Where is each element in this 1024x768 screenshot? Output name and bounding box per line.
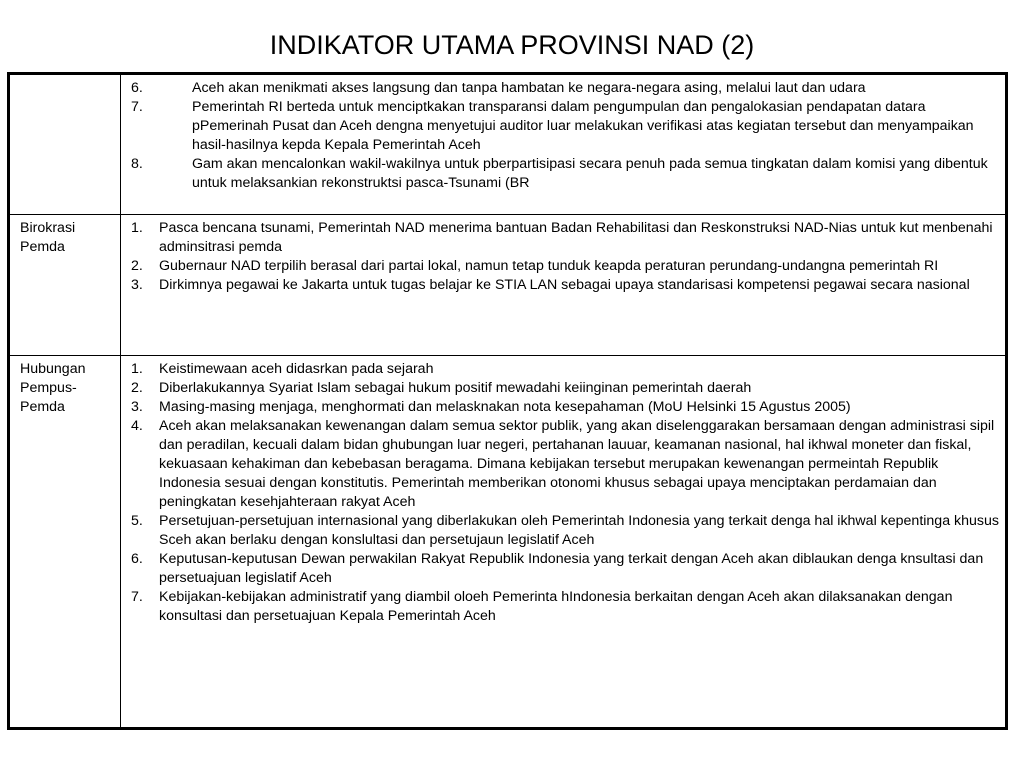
item-list: [131, 360, 999, 626]
page-title: INDIKATOR UTAMA PROVINSI NAD (2): [269, 30, 755, 60]
item-number: 7.: [131, 99, 143, 115]
item-text: Keputusan-keputusan Dewan perwakilan Rakyat Republik Indonesia yang terkait dengan Aceh akan diblaukan denga knsultasi dan persetuajuan legislatif Aceh: [159, 551, 984, 586]
item-text: Gam akan mencalonkan wakil-wakilnya untuk pberpartisipasi secara penuh pada semua tingkatan dalam komisi yang dibentuk untuk melaksankian rekonstruktsi pasca-Tsunami (BR: [192, 156, 988, 191]
list-item: [131, 98, 999, 155]
item-number: 1.: [131, 361, 143, 377]
indicator-table: [7, 72, 1008, 730]
item-text: Pemerintah RI berteda untuk menciptkakan transparansi dalam pengumpulan dan pengalokasian pendapatan datara pPemerinah Pusat dan Aceh dengna menyetujui auditor luar melakukan verifikasi atas kegiatan tersebut dan menyampaikan hasil-hasilnya kepda Kepala Pemerintah Aceh: [192, 99, 974, 153]
item-number: 5.: [131, 513, 143, 529]
item-number: 1.: [131, 220, 143, 236]
list-item: [131, 257, 999, 276]
item-number: 4.: [131, 418, 143, 434]
item-text: Masing-masing menjaga, menghormati dan melasknakan nota kesepahaman (MoU Helsinki 15 Agustus 2005): [159, 399, 851, 415]
item-text: Aceh akan menikmati akses langsung dan tanpa hambatan ke negara-negara asing, melalui laut dan udara: [192, 80, 866, 96]
item-text: Aceh akan melaksanakan kewenangan dalam semua sektor publik, yang akan diselenggarakan bersamaan dengan administrasi sipil dan peradilan, kecuali dalam bidan ghubungan luar negeri, pertahanan lauuar, keamanan nasional, hal ikhwal moneter dan fiskal, kekuasaan kehakiman dan kebebasan beragama. Dimana kebijakan tersebut merupakan kewenangan permeintah Republik Indonesia sesuai dengan konstitutis. Pemerintah memberikan otonomi khusus sebagai upaya menciptakan perdamaian dan peningkatan kesehjahteraan rakyat Aceh: [159, 418, 995, 510]
item-number: 2.: [131, 258, 143, 274]
item-text: Persetujuan-persetujuan internasional yang diberlakukan oleh Pemerintah Indonesia yang terkait denga hal ikhwal kepentinga khusus Sceh akan berlaku dengan konslultasi dan persetujaun legislatif Aceh: [159, 513, 999, 548]
item-number: 8.: [131, 156, 143, 172]
item-text: Gubernaur NAD terpilih berasal dari partai lokal, namun tetap tunduk keapda peraturan perundang-undangna pemerintah RI: [159, 258, 939, 274]
item-text: Kebijakan-kebijakan administratif yang diambil oloeh Pemerinta hIndonesia berkaitan dengan Aceh akan dilaksanakan dengan konsultasi dan persetuajuan Kepala Pemerintah Aceh: [159, 589, 953, 624]
item-text: Diberlakukannya Syariat Islam sebagai hukum positif mewadahi keiinginan pemerintah daerah: [159, 380, 752, 396]
list-item: [131, 417, 999, 512]
list-item: [131, 219, 999, 257]
item-list: [131, 219, 999, 295]
list-item: [131, 79, 999, 98]
table-row: [9, 74, 1007, 215]
row-label: Hubungan Pempus-Pemda: [9, 356, 121, 729]
list-item: [131, 512, 999, 550]
item-text: Keistimewaan aceh didasrkan pada sejarah: [159, 361, 434, 377]
table-row: [9, 356, 1007, 729]
list-item: [131, 360, 999, 379]
row-label: [9, 74, 121, 215]
item-number: 7.: [131, 589, 143, 605]
item-list: [131, 79, 999, 193]
list-item: [131, 398, 999, 417]
row-label: Birokrasi Pemda: [9, 215, 121, 356]
item-number: 6.: [131, 551, 143, 567]
item-number: 3.: [131, 277, 143, 293]
list-item: [131, 155, 999, 193]
row-content: [121, 74, 1007, 215]
row-content: [121, 356, 1007, 729]
table-row: [9, 215, 1007, 356]
item-number: 2.: [131, 380, 143, 396]
list-item: [131, 550, 999, 588]
item-number: 6.: [131, 80, 143, 96]
list-item: [131, 379, 999, 398]
item-number: 3.: [131, 399, 143, 415]
item-text: Dirkimnya pegawai ke Jakarta untuk tugas belajar ke STIA LAN sebagai upaya standarisasi kompetensi pegawai secara nasional: [159, 277, 970, 293]
list-item: [131, 588, 999, 626]
item-text: Pasca bencana tsunami, Pemerintah NAD menerima bantuan Badan Rehabilitasi dan Reskonstruksi NAD-Nias untuk kut menbenahi adminsitrasi pemda: [159, 220, 993, 255]
list-item: [131, 276, 999, 295]
row-content: [121, 215, 1007, 356]
